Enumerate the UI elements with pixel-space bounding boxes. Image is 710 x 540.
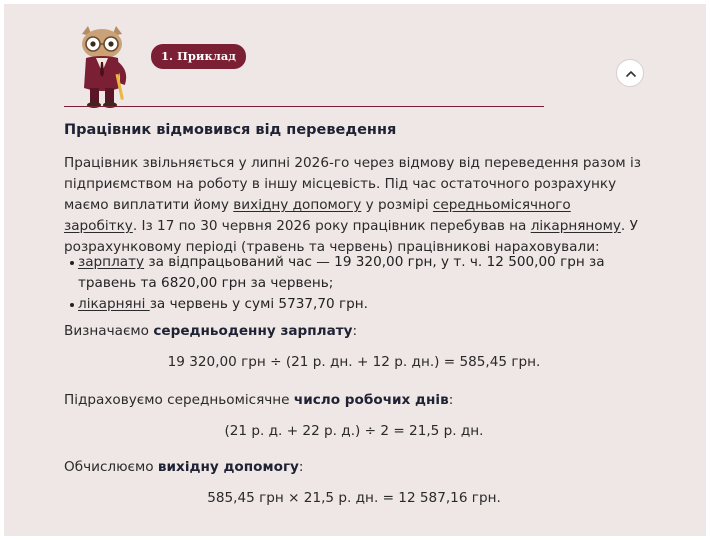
link-salary[interactable]: зарплату: [78, 254, 145, 270]
intro-text: . У розрахунковому періоді (травень та червень) працівникові нараховували:: [64, 218, 638, 255]
formula-working-days: (21 р. д. + 22 р. д.) ÷ 2 = 21,5 р. дн.: [224, 423, 484, 439]
link-severance-pay[interactable]: вихідну допомогу: [233, 197, 362, 213]
formula-severance-pay: 585,45 грн × 21,5 р. дн. = 12 587,16 грн.: [207, 490, 501, 506]
link-sick-leave[interactable]: лікарняному: [530, 218, 621, 234]
accruals-list: [64, 252, 644, 315]
divider: [64, 106, 544, 107]
formula-average-daily-salary: 19 320,00 грн ÷ (21 р. дн. + 12 р. дн.) = 585,45 грн.: [167, 354, 541, 370]
step-severance-pay: Обчислюємо вихідну допомогу:: [64, 459, 304, 475]
example-title: Працівник відмовився від переведення: [64, 122, 397, 138]
collapse-button[interactable]: [616, 59, 644, 87]
owl-mascot-icon: [72, 24, 132, 108]
link-average-monthly-earnings[interactable]: середньомісячного заробітку: [64, 197, 571, 234]
list-item: [64, 252, 644, 294]
link-sick-pay[interactable]: лікарняні: [78, 296, 150, 312]
intro-text: у розмірі: [361, 197, 433, 213]
intro-paragraph: [64, 153, 644, 258]
step-average-daily-salary: Визначаємо середньоденну зарплату:: [64, 323, 358, 339]
chevron-up-icon: [624, 67, 638, 81]
intro-text: . Із 17 по 30 червня 2026 року працівник перебував на: [132, 218, 531, 234]
list-item: [64, 294, 644, 315]
example-badge: 1. Приклад: [151, 44, 246, 69]
step-working-days: Підраховуємо середньомісячне число робочих днів:: [64, 392, 454, 408]
list-item-text: за червень у сумі 5737,70 грн.: [149, 296, 368, 312]
list-item-text: за відпрацьований час — 19 320,00 грн, у т. ч. 12 500,00 грн за травень та 6820,00 грн за червень;: [78, 254, 605, 291]
intro-text: Працівник звільняється у липні 2026-го через відмову від переведення разом із підприємством на роботу в іншу місцевість. Під час остаточного розрахунку маємо виплатити йому: [64, 155, 641, 213]
